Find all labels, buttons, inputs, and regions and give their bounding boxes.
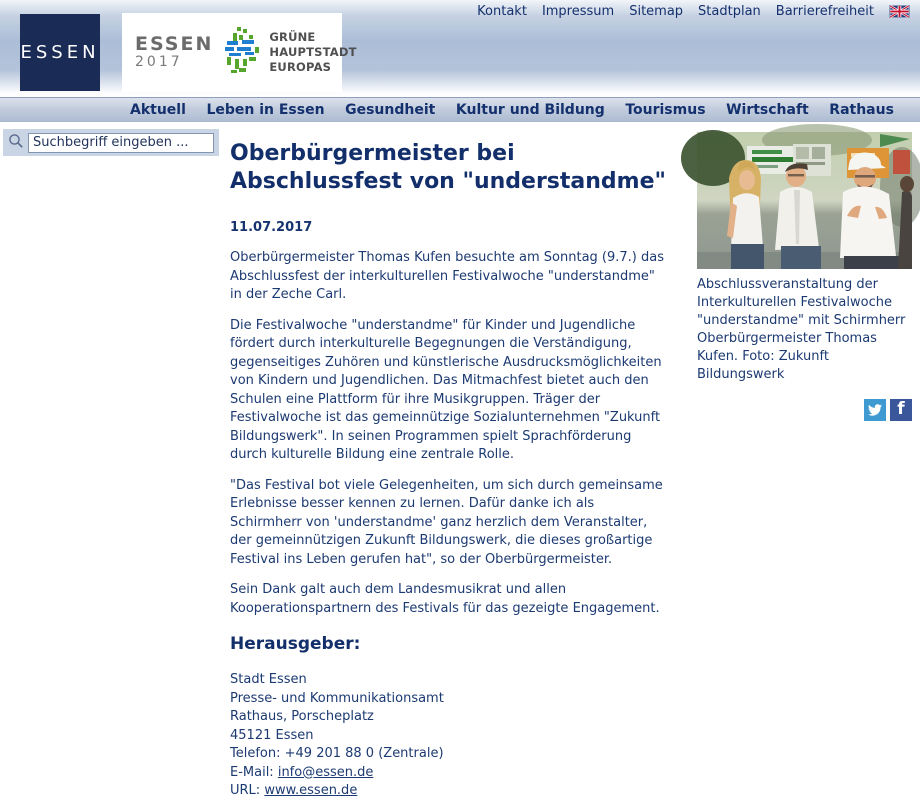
top-utility-nav — [477, 4, 910, 19]
green-capital-emblem-icon — [222, 27, 262, 78]
badge-essen-text: ESSEN — [135, 33, 214, 56]
publisher-line: Rathaus, Porscheplatz — [230, 709, 374, 724]
page-header — [0, 0, 920, 97]
url-link[interactable]: www.essen.de — [264, 783, 358, 798]
nav-item-gesundheit[interactable]: Gesundheit — [345, 101, 436, 118]
badge-title-line1: GRÜNE HAUPTSTADT — [269, 30, 357, 60]
search-icon[interactable] — [8, 133, 24, 153]
facebook-share-icon[interactable]: f — [890, 399, 912, 421]
article-paragraph: Sein Dank galt auch dem Landesmusikrat und allen Kooperationspartnern des Festivals für das gezeigte Engagement. — [230, 582, 660, 616]
url-label: URL: — [230, 783, 265, 798]
nav-item-leben-in-essen[interactable]: Leben in Essen — [206, 101, 325, 118]
article-title: Oberbürgermeister bei Abschlussfest von "understandme" — [230, 141, 666, 194]
badge-year-text: 2017 — [135, 54, 183, 71]
essen-city-logo[interactable]: ESSEN — [20, 14, 100, 91]
nav-item-aktuell[interactable]: Aktuell — [130, 101, 186, 118]
publisher-line: Presse- und Kommunikationsamt — [230, 690, 444, 706]
top-link-stadtplan[interactable]: Stadtplan — [698, 4, 761, 19]
article-sidebar — [697, 132, 912, 421]
nav-item-tourismus[interactable]: Tourismus — [625, 101, 706, 118]
publisher-line: 45121 Essen — [230, 727, 314, 743]
publisher-line: Stadt Essen — [230, 672, 307, 687]
email-label: E-Mail: — [230, 764, 278, 780]
badge-title-line2: EUROPAS — [269, 59, 332, 74]
nav-item-kultur-und-bildung[interactable]: Kultur und Bildung — [455, 101, 605, 118]
social-share-bar — [697, 399, 912, 421]
top-link-barrierefreiheit[interactable]: Barrierefreiheit — [775, 4, 874, 19]
article-paragraph: Oberbürgermeister Thomas Kufen besuchte am Sonntag (9.7.) das Abschlussfest der interkulturellen Festivalwoche "understandme" in der Zeche Carl. — [230, 250, 664, 302]
top-link-impressum[interactable]: Impressum — [541, 4, 615, 19]
nav-item-wirtschaft[interactable]: Wirtschaft — [726, 101, 809, 118]
nav-item-rathaus[interactable]: Rathaus — [829, 101, 894, 118]
publisher-address — [230, 671, 666, 801]
article-paragraph: "Das Festival bot viele Gelegenheiten, um sich durch gemeinsame Erlebnisse besser kennen zu lernen. Dafür danke ich als Schirmherr von 'understandme' ganz herzlich dem Veranstalter, der gemeinnützigen Zukunft Bildungswerk, die dieses großartige Festival ins Leben gerufen hat", so der Oberbürgermeister. — [230, 477, 663, 567]
main-navigation-bar — [0, 97, 920, 122]
photo-caption: Abschlussveranstaltung der Interkulturellen Festivalwoche "understandme" mit Schirmherr Oberbürgermeister Thomas Kufen. Foto: Zukunft Bildungswerk — [697, 277, 906, 382]
search-input[interactable] — [28, 133, 214, 153]
article-paragraph: Die Festivalwoche "understandme" für Kinder und Jugendliche fördert durch interkulturelle Begegnungen die Verständigung, gegenseitiges Zuhören und künstlerische Ausdrucksmöglichkeiten von Kindern und Jugendlichen. Das Mitmachfest bietet auch den Schulen eine Plattform für ihre Musikgruppen. Träger der Festivalwoche ist das gemeinnützige Sozialunternehmen "Zukunft Bildungswerk". In seinen Programmen spielt Sprachförderung durch kulturelle Bildung eine zentrale Rolle. — [230, 317, 662, 462]
publisher-line: Telefon: +49 201 88 0 (Zentrale) — [230, 746, 444, 761]
top-link-sitemap[interactable]: Sitemap — [629, 4, 684, 19]
english-flag-icon[interactable] — [889, 5, 910, 18]
publisher-heading: Herausgeber: — [230, 634, 361, 654]
article-date: 11.07.2017 — [230, 220, 313, 235]
twitter-share-icon[interactable] — [864, 399, 886, 421]
search-bar — [3, 129, 219, 156]
article-photo — [697, 132, 912, 269]
gruene-hauptstadt-badge[interactable] — [122, 13, 357, 92]
article-main — [230, 140, 666, 801]
top-link-kontakt[interactable]: Kontakt — [477, 4, 527, 19]
email-link[interactable]: info@essen.de — [277, 764, 374, 780]
